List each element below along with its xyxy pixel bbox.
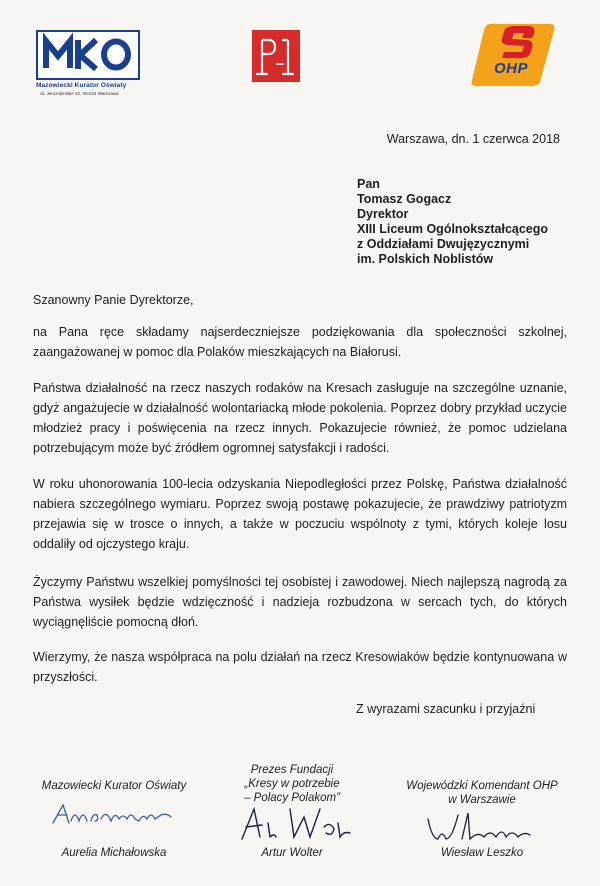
signatory-name: Wiesław Leszko (440, 847, 524, 859)
salutation: Szanowny Panie Dyrektorze, (33, 293, 194, 307)
handwritten-signature-icon (49, 801, 179, 829)
body-paragraph: na Pana ręce składamy najserdeczniejsze podziękowania dla społeczności szkolnej, zaangażowanej w pomoc dla Polaków mieszkających na Białorusi. (33, 325, 567, 359)
signatory-title: Wojewódzki Komendant OHP (406, 780, 558, 792)
addressee-line: XIII Liceum Ogólnokształcącego (357, 222, 549, 236)
body-paragraph: Państwa działalność na rzecz naszych rodaków na Kresach zasługuje na szczególne uznanie, gdyż angażujecie w działalność wolontariacką młode pokolenia. Poprzez dobry przykład uczycie młodzież pracy i poświęcenia na rzecz innych. Pokazujecie również, że pomoc udzielana potrzebującym może być źródłem ogromnej satysfakcji i radości. (33, 381, 567, 455)
signatory-title: „Kresy w potrzebie (244, 778, 340, 790)
signature-block-ohp (392, 779, 572, 869)
mko-name: Mazowiecki Kurator Oświaty (36, 82, 127, 89)
signatory-title: – Polacy Polakom” (244, 792, 340, 804)
addressee-line: im. Polskich Noblistów (357, 252, 494, 266)
red-square-logo-icon (252, 30, 300, 82)
signatory-title: w Warszawie (448, 794, 516, 806)
letter-date: Warszawa, dn. 1 czerwca 2018 (386, 132, 560, 146)
body-paragraph: W roku uhonorowania 100-lecia odzyskania Niepodległości przez Polskę, Państwa działalność nabiera szczególnego wymiaru. Poprzez swoją postawę pokazujecie, że prawdziwy patriotyzm przejawia się w trosce o innych, a także w poczuciu wspólnoty z tymi, których koleje losu oddaliły od ojczystego kraju. (33, 477, 567, 551)
handwritten-signature-icon (234, 803, 354, 843)
closing-phrase: Z wyrazami szacunku i przyjaźni (356, 702, 536, 716)
handwritten-signature-icon (422, 809, 542, 845)
addressee-line: Pan (357, 177, 380, 191)
ohp-logo-text: OHP (494, 60, 529, 77)
mko-logo-box (36, 30, 140, 80)
signatory-title: Mazowiecki Kurator Oświaty (41, 780, 187, 792)
body-paragraph: Wierzymy, że nasza współpraca na polu działań na rzecz Kresowiaków będzie kontynuowana w przyszłości. (33, 650, 567, 684)
signature-block-fundacja (212, 763, 372, 869)
signatory-title: Prezes Fundacji (250, 764, 334, 776)
mko-address: Al. Jerozolimskie 32, 00-024 Warszawa (40, 91, 119, 96)
center-red-logo (252, 30, 300, 82)
mko-logo (36, 30, 148, 104)
body-paragraph: Życzymy Państwu wszelkiej pomyślności tej osobistej i zawodowej. Niech najlepszą nagrodą za Państwa wysiłek będzie wdzięczność i nadzieja rozbudzona w sercach tych, do których wyciągnęliście pomocną dłoń. (33, 575, 567, 629)
addressee-line: z Oddziałami Dwujęzycznymi (357, 237, 530, 251)
addressee-line: Tomasz Gogacz (357, 192, 452, 206)
signature-block-kurator (14, 779, 214, 869)
ohp-logo (470, 22, 556, 88)
ohp-badge-icon (470, 22, 556, 88)
signatory-name: Aurelia Michałowska (61, 847, 167, 859)
addressee-block (357, 177, 548, 267)
signatory-name: Artur Wolter (261, 847, 323, 859)
mko-letters-icon (38, 32, 137, 77)
addressee-line: Dyrektor (357, 207, 409, 221)
